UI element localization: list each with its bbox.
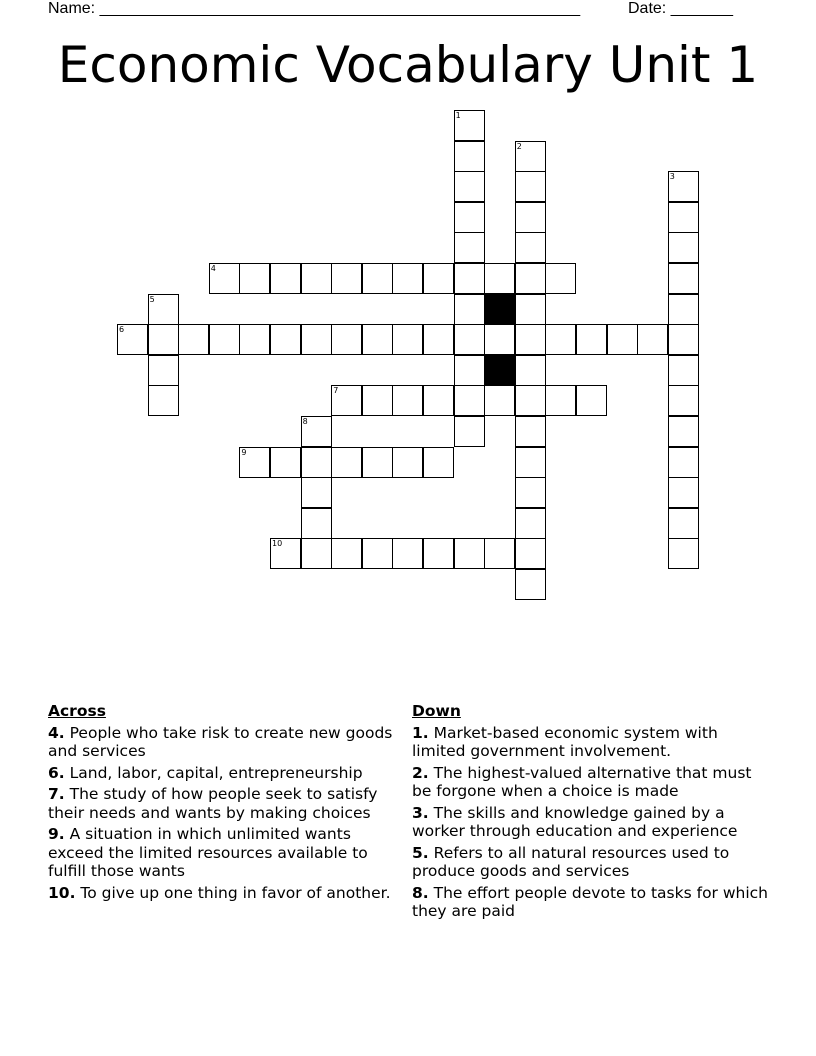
- crossword-cell[interactable]: [270, 447, 301, 478]
- crossword-cell[interactable]: [392, 385, 423, 416]
- crossword-cell[interactable]: [148, 324, 179, 355]
- crossword-cell[interactable]: [423, 447, 454, 478]
- crossword-cell[interactable]: [178, 324, 209, 355]
- clue-number: 10.: [48, 883, 76, 902]
- down-heading: Down: [412, 702, 461, 720]
- crossword-cell[interactable]: [454, 416, 485, 447]
- clue-text: The skills and knowledge gained by a worker through education and experience: [412, 803, 738, 840]
- clue-across-6: [48, 764, 403, 783]
- clue-number-label: 6: [119, 325, 125, 335]
- crossword-cell[interactable]: [301, 447, 332, 478]
- crossword-cell[interactable]: [576, 324, 607, 355]
- crossword-cell[interactable]: [668, 263, 699, 294]
- crossword-cell[interactable]: [545, 324, 576, 355]
- clue-across-7: [48, 785, 403, 822]
- crossword-cell[interactable]: [515, 355, 546, 386]
- crossword-cell[interactable]: [484, 538, 515, 569]
- clue-number: 6.: [48, 763, 65, 782]
- crossword-cell[interactable]: [454, 263, 485, 294]
- clue-number: 4.: [48, 723, 65, 742]
- crossword-cell[interactable]: [301, 508, 332, 539]
- name-field[interactable]: Name: ______________________________________________________: [48, 0, 581, 17]
- crossword-cell[interactable]: [239, 324, 270, 355]
- crossword-cell[interactable]: [515, 538, 546, 569]
- crossword-cell[interactable]: [668, 171, 699, 202]
- crossword-cell[interactable]: [484, 324, 515, 355]
- crossword-cell[interactable]: [362, 447, 393, 478]
- crossword-cell[interactable]: [515, 294, 546, 325]
- crossword-cell[interactable]: [668, 294, 699, 325]
- clue-number-label: 8: [302, 417, 308, 426]
- crossword-cell[interactable]: [576, 385, 607, 416]
- crossword-cell[interactable]: [515, 477, 546, 508]
- crossword-cell[interactable]: [392, 447, 423, 478]
- clue-number-label: 1: [455, 111, 461, 120]
- crossword-cell[interactable]: [392, 324, 423, 355]
- crossword-cell[interactable]: [362, 263, 393, 294]
- crossword-cell[interactable]: [668, 202, 699, 233]
- crossword-cell[interactable]: [454, 355, 485, 386]
- crossword-cell[interactable]: [423, 538, 454, 569]
- crossword-cell[interactable]: [301, 538, 332, 569]
- crossword-cell[interactable]: [515, 202, 546, 233]
- clue-number-label: 4: [210, 264, 216, 273]
- crossword-cell[interactable]: [148, 355, 179, 386]
- crossword-cell[interactable]: [331, 447, 362, 478]
- crossword-cell[interactable]: [637, 324, 668, 355]
- clue-text: People who take risk to create new goods and services: [48, 723, 393, 760]
- crossword-cell[interactable]: [515, 416, 546, 447]
- clue-number: 9.: [48, 825, 65, 843]
- clue-text: Land, labor, capital, entrepreneurship: [69, 763, 363, 782]
- crossword-cell[interactable]: [515, 263, 546, 294]
- clue-across-10: [48, 884, 403, 903]
- crossword-cell[interactable]: [148, 294, 179, 325]
- clue-down-1: [412, 724, 772, 761]
- clue-down-8: [412, 884, 772, 921]
- clue-down-3: [412, 804, 772, 841]
- crossword-cell[interactable]: [515, 141, 546, 172]
- crossword-cell[interactable]: [392, 263, 423, 294]
- clue-text: The highest-valued alternative that must be forgone when a choice is made: [412, 763, 752, 800]
- crossword-cell[interactable]: [515, 232, 546, 263]
- crossword-cell[interactable]: [668, 508, 699, 539]
- crossword-cell[interactable]: [117, 324, 148, 355]
- crossword-cell[interactable]: [515, 447, 546, 478]
- clue-across-9: [48, 825, 403, 881]
- crossword-cell[interactable]: [668, 416, 699, 447]
- clue-text: Market-based economic system with limited government involvement.: [412, 723, 718, 760]
- crossword-cell[interactable]: [454, 538, 485, 569]
- across-clues: [48, 702, 403, 905]
- crossword-cell[interactable]: [668, 538, 699, 569]
- clue-number: 1.: [412, 723, 429, 742]
- clue-number-label: 2: [516, 141, 522, 151]
- clue-number: 8.: [412, 883, 429, 902]
- clue-number-label: 3: [669, 172, 675, 182]
- crossword-cell[interactable]: [515, 508, 546, 539]
- crossword-cell[interactable]: [362, 538, 393, 569]
- clue-number-label: 10: [272, 539, 283, 549]
- crossword-cell[interactable]: [484, 385, 515, 416]
- clue-number: 3.: [412, 803, 429, 822]
- clue-number-label: 5: [149, 294, 155, 304]
- crossword-cell[interactable]: [515, 324, 546, 355]
- clue-text: The effort people devote to tasks for which they are paid: [412, 883, 769, 920]
- crossword-cell[interactable]: [423, 385, 454, 416]
- crossword-cell[interactable]: [270, 538, 301, 569]
- clue-text: To give up one thing in favor of another.: [80, 883, 391, 902]
- crossword-cell[interactable]: [301, 324, 332, 355]
- crossword-cell[interactable]: [239, 447, 270, 478]
- date-field[interactable]: Date: _______: [628, 0, 733, 17]
- crossword-cell[interactable]: [454, 202, 485, 233]
- clue-down-2: [412, 764, 772, 801]
- page-title: Economic Vocabulary Unit 1: [57, 36, 759, 94]
- crossword-cell[interactable]: [607, 324, 638, 355]
- crossword-cell[interactable]: [545, 263, 576, 294]
- crossword-cell[interactable]: [209, 324, 240, 355]
- crossword-cell[interactable]: [668, 355, 699, 386]
- clue-down-5: [412, 844, 772, 881]
- crossword-cell[interactable]: [668, 447, 699, 478]
- crossword-cell[interactable]: [301, 263, 332, 294]
- crossword-cell[interactable]: [362, 324, 393, 355]
- clue-number: 7.: [48, 785, 65, 803]
- crossword-cell[interactable]: [331, 263, 362, 294]
- crossword-cell[interactable]: [331, 324, 362, 355]
- clue-text: The study of how people seek to satisfy their needs and wants by making choices: [48, 785, 378, 822]
- crossword-cell[interactable]: [515, 171, 546, 202]
- crossword-cell[interactable]: [454, 141, 485, 172]
- crossword-cell[interactable]: [668, 385, 699, 416]
- clue-across-4: [48, 724, 403, 761]
- crossword-cell[interactable]: [454, 385, 485, 416]
- black-cell: [484, 294, 515, 325]
- crossword-cell[interactable]: [668, 324, 699, 355]
- crossword-cell[interactable]: [331, 385, 362, 416]
- clue-number: 5.: [412, 843, 429, 862]
- crossword-cell[interactable]: [239, 263, 270, 294]
- clue-number-label: 7: [333, 386, 339, 396]
- crossword-cell[interactable]: [454, 110, 485, 141]
- across-heading: Across: [48, 702, 106, 720]
- crossword-cell[interactable]: [270, 263, 301, 294]
- crossword-cell[interactable]: [392, 538, 423, 569]
- crossword-cell[interactable]: [209, 263, 240, 294]
- crossword-cell[interactable]: [454, 294, 485, 325]
- crossword-cell[interactable]: [270, 324, 301, 355]
- crossword-cell[interactable]: [148, 385, 179, 416]
- down-clues: [412, 702, 772, 924]
- crossword-cell[interactable]: [515, 385, 546, 416]
- crossword-cell[interactable]: [668, 477, 699, 508]
- clue-number-label: 9: [241, 447, 247, 457]
- crossword-cell[interactable]: [668, 232, 699, 263]
- crossword-cell[interactable]: [301, 416, 332, 447]
- clue-text: A situation in which unlimited wants exceed the limited resources available to fulfill those wants: [48, 825, 368, 880]
- crossword-cell[interactable]: [454, 324, 485, 355]
- crossword-cell[interactable]: [454, 232, 485, 263]
- crossword-cell[interactable]: [423, 263, 454, 294]
- black-cell: [484, 355, 515, 386]
- crossword-cell[interactable]: [301, 477, 332, 508]
- crossword-cell[interactable]: [362, 385, 393, 416]
- crossword-cell[interactable]: [545, 385, 576, 416]
- crossword-cell[interactable]: [515, 569, 546, 600]
- crossword-cell[interactable]: [423, 324, 454, 355]
- clue-number: 2.: [412, 763, 429, 782]
- clue-text: Refers to all natural resources used to produce goods and services: [412, 843, 730, 880]
- crossword-cell[interactable]: [454, 171, 485, 202]
- crossword-cell[interactable]: [484, 263, 515, 294]
- crossword-cell[interactable]: [331, 538, 362, 569]
